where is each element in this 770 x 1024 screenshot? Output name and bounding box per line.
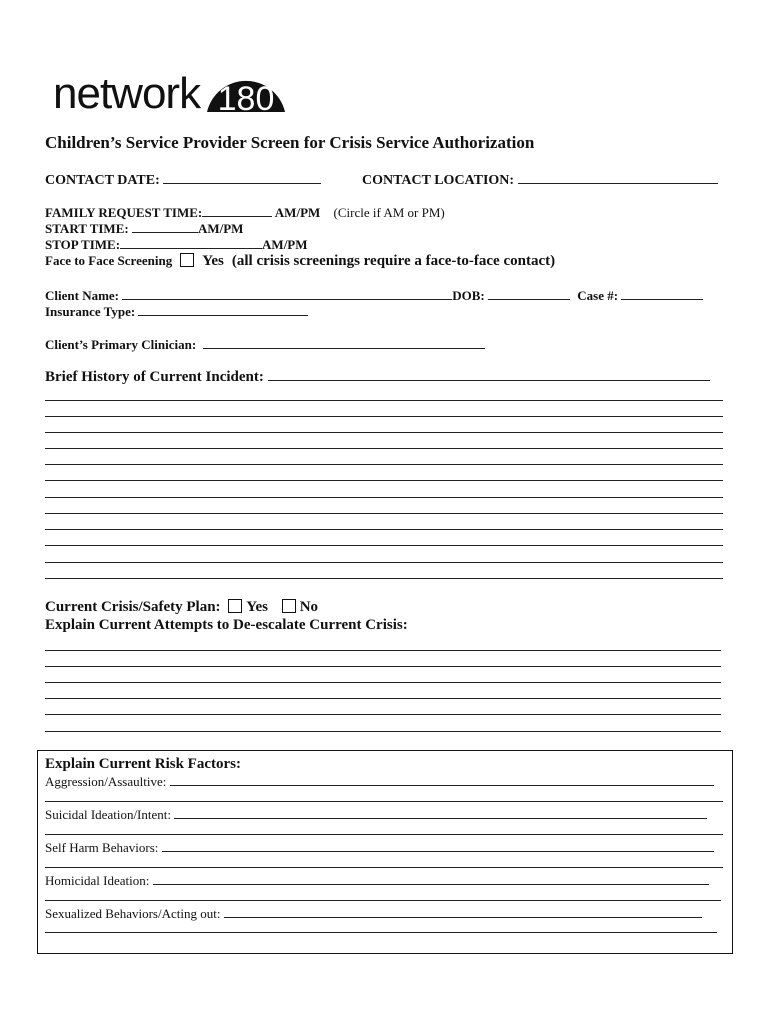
history-line[interactable] (45, 497, 723, 498)
history-line[interactable] (45, 562, 723, 563)
contact-date-row (45, 171, 321, 189)
contact-location-field[interactable] (518, 171, 718, 184)
stop-time-row (45, 236, 308, 253)
deescalate-line[interactable] (45, 731, 721, 732)
family-request-field[interactable] (202, 204, 272, 217)
family-request-row (45, 204, 445, 221)
history-line[interactable] (45, 480, 723, 481)
logo-wordmark: network (53, 69, 201, 118)
case-label: Case #: (577, 288, 619, 303)
dob-field[interactable] (488, 287, 570, 300)
case-field[interactable] (621, 287, 703, 300)
history-label: Brief History of Current Incident: (45, 369, 264, 385)
stop-time-field[interactable] (120, 236, 262, 249)
history-line[interactable] (45, 400, 723, 401)
start-ampm: AM/PM (197, 221, 244, 236)
contact-location-row (362, 171, 718, 189)
history-line[interactable] (45, 578, 723, 579)
f2f-note: (all crisis screenings require a face-to-face contact) (231, 253, 556, 269)
clinician-field[interactable] (203, 336, 485, 349)
risk-heading: Explain Current Risk Factors: (45, 756, 241, 772)
risk-item-field[interactable] (174, 806, 707, 819)
deescalate-label: Explain Current Attempts to De-escalate Current Crisis: (45, 617, 408, 633)
history-line[interactable] (45, 416, 723, 417)
history-row (45, 368, 710, 386)
history-line[interactable] (45, 448, 723, 449)
contact-date-field[interactable] (163, 171, 321, 184)
logo-badge-text: 180 (217, 80, 275, 118)
page-title: Children’s Service Provider Screen for Crisis Service Authorization (45, 133, 535, 152)
history-line[interactable] (45, 432, 723, 433)
client-name-row (45, 287, 703, 304)
start-time-field[interactable] (132, 220, 198, 233)
stop-ampm: AM/PM (262, 237, 308, 252)
risk-item-field[interactable] (162, 839, 714, 852)
risk-item-field[interactable] (153, 872, 709, 885)
network180-logo (53, 68, 293, 120)
contact-date-label: CONTACT DATE: (45, 173, 160, 188)
history-line[interactable] (45, 529, 723, 530)
family-ampm: AM/PM (274, 205, 321, 220)
risk-item-label: Suicidal Ideation/Intent: (45, 807, 171, 822)
safety-yes-checkbox[interactable] (228, 599, 242, 613)
family-request-label: FAMILY REQUEST TIME: (45, 205, 203, 220)
contact-location-label: CONTACT LOCATION: (362, 173, 515, 188)
risk-item-label: Self Harm Behaviors: (45, 840, 159, 855)
history-line[interactable] (45, 464, 723, 465)
client-name-field[interactable] (122, 287, 452, 300)
risk-item-label: Aggression/Assaultive: (45, 774, 167, 789)
insurance-field[interactable] (138, 303, 308, 316)
deescalate-line[interactable] (45, 698, 721, 699)
risk-item-homicidal (45, 872, 709, 889)
risk-item-label: Homicidal Ideation: (45, 873, 150, 888)
dob-label: DOB: (452, 288, 485, 303)
safety-plan-label: Current Crisis/Safety Plan: (45, 599, 221, 615)
circle-note: (Circle if AM or PM) (333, 205, 445, 220)
safety-no-label: No (299, 599, 319, 615)
risk-item-self-harm (45, 839, 714, 856)
insurance-label: Insurance Type: (45, 304, 136, 319)
f2f-row (45, 252, 555, 270)
safety-plan-row (45, 599, 318, 616)
deescalate-line[interactable] (45, 666, 721, 667)
safety-no-checkbox[interactable] (282, 599, 296, 613)
history-line[interactable] (45, 545, 723, 546)
safety-yes-label: Yes (246, 599, 268, 615)
f2f-label: Face to Face Screening (45, 253, 173, 268)
risk-line[interactable] (45, 834, 723, 835)
history-line[interactable] (45, 513, 723, 514)
history-first-line[interactable] (268, 368, 710, 381)
clinician-label: Client’s Primary Clinician: (45, 337, 197, 352)
insurance-row (45, 303, 308, 320)
risk-item-suicidal (45, 806, 707, 823)
logo-badge-icon (203, 60, 289, 118)
risk-item-sexualized (45, 905, 702, 922)
risk-line[interactable] (45, 932, 717, 933)
risk-item-aggression (45, 773, 714, 790)
risk-line[interactable] (45, 801, 723, 802)
deescalate-line[interactable] (45, 714, 721, 715)
clinician-row (45, 336, 485, 353)
start-time-row (45, 220, 243, 237)
client-name-label: Client Name: (45, 288, 120, 303)
deescalate-line[interactable] (45, 650, 721, 651)
risk-item-field[interactable] (170, 773, 714, 786)
deescalate-line[interactable] (45, 682, 721, 683)
risk-item-label: Sexualized Behaviors/Acting out: (45, 906, 221, 921)
stop-time-label: STOP TIME: (45, 237, 121, 252)
risk-item-field[interactable] (224, 905, 702, 918)
f2f-yes-checkbox[interactable] (180, 253, 194, 267)
risk-line[interactable] (45, 900, 721, 901)
f2f-yes-label: Yes (202, 253, 224, 269)
risk-line[interactable] (45, 867, 723, 868)
start-time-label: START TIME: (45, 221, 129, 236)
